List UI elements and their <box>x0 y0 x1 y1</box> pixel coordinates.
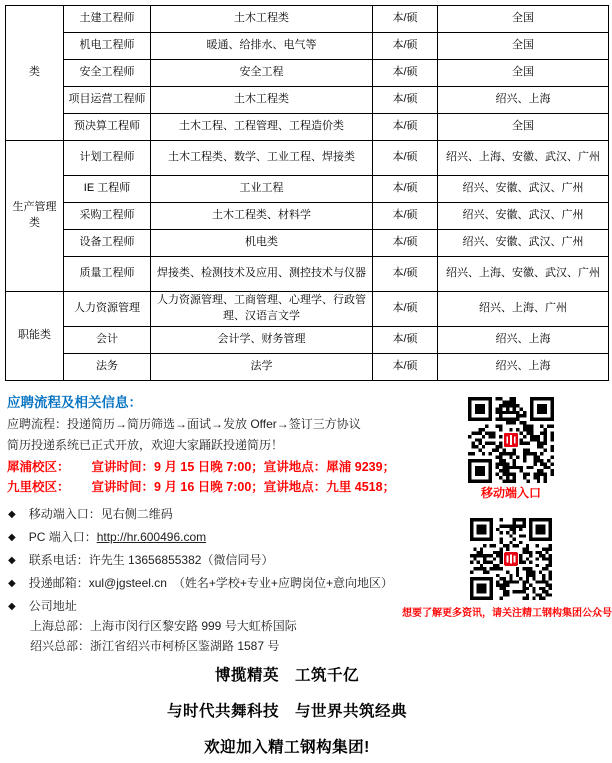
locations-cell: 绍兴、安徽、武汉、广州 <box>438 203 609 230</box>
bullet-text: 移动端入口：见右侧二维码 <box>28 507 173 521</box>
qr-caption-mobile: 移动端入口 <box>480 486 541 500</box>
bullet-text: 投递邮箱：xul@jgsteel.cn （姓名+学校+专业+应聘岗位+意向地区） <box>28 576 393 590</box>
table-row <box>6 6 609 33</box>
table-row <box>6 60 609 87</box>
campus-detail: 宣讲时间：9 月 16 日晚 7:00；宣讲地点：九里 4518； <box>91 480 396 494</box>
position-cell: 土建工程师 <box>64 6 151 33</box>
majors-cell: 焊接类、检测技术及应用、测控技术与仪器 <box>151 257 373 292</box>
degree-cell: 本/硕 <box>373 176 438 203</box>
position-cell: 安全工程师 <box>64 60 151 87</box>
locations-cell: 绍兴、上海、安徽、武汉、广州 <box>438 257 609 292</box>
position-cell: 计划工程师 <box>64 141 151 176</box>
bullet-company-address <box>8 597 77 614</box>
degree-cell: 本/硕 <box>373 60 438 87</box>
degree-cell: 本/硕 <box>373 257 438 292</box>
table-row <box>6 327 609 354</box>
bullet-text: 公司地址 <box>28 599 77 613</box>
majors-cell: 暖通、给排水、电气等 <box>151 33 373 60</box>
diamond-bullet-icon: ◆ <box>8 532 16 543</box>
category-cell-production: 生产管理类 <box>6 141 64 292</box>
majors-cell: 机电类 <box>151 230 373 257</box>
diamond-bullet-icon: ◆ <box>8 578 16 589</box>
degree-cell: 本/硕 <box>373 114 438 141</box>
table-row <box>6 257 609 292</box>
process-line: 应聘流程：投递简历→简历筛选→面试→发放 Offer→签订三方协议 <box>7 417 361 431</box>
table-row <box>6 87 609 114</box>
locations-cell: 绍兴、上海 <box>438 87 609 114</box>
degree-cell: 本/硕 <box>373 141 438 176</box>
xipu-campus-line <box>7 457 395 475</box>
locations-cell: 全国 <box>438 33 609 60</box>
position-cell: 人力资源管理 <box>64 292 151 327</box>
locations-cell: 绍兴、上海、安徽、武汉、广州 <box>438 141 609 176</box>
jiuli-campus-line <box>7 477 395 495</box>
position-cell: 设备工程师 <box>64 230 151 257</box>
degree-cell: 本/硕 <box>373 230 438 257</box>
table-row <box>6 114 609 141</box>
positions-table <box>5 5 609 381</box>
bullet-mobile-entry <box>8 505 173 522</box>
majors-cell: 土木工程类 <box>151 6 373 33</box>
slogan-line-3: 欢迎加入精工钢构集团! <box>204 739 370 756</box>
diamond-bullet-icon: ◆ <box>8 601 16 612</box>
majors-cell: 人力资源管理、工商管理、心理学、行政管理、汉语言文学 <box>151 292 373 327</box>
degree-cell: 本/硕 <box>373 354 438 381</box>
qr-caption-wechat: 想要了解更多资讯，请关注精工钢构集团公众号 <box>402 608 612 619</box>
majors-cell: 土木工程类、材料学 <box>151 203 373 230</box>
majors-cell: 土木工程类、数学、工业工程、焊接类 <box>151 141 373 176</box>
locations-cell: 绍兴、上海 <box>438 354 609 381</box>
table-row <box>6 203 609 230</box>
diamond-bullet-icon: ◆ <box>8 555 16 566</box>
degree-cell: 本/硕 <box>373 292 438 327</box>
majors-cell: 土木工程、工程管理、工程造价类 <box>151 114 373 141</box>
system-open-line: 简历投递系统已正式开放，欢迎大家踊跃投递简历！ <box>7 438 284 452</box>
position-cell: 项目运营工程师 <box>64 87 151 114</box>
majors-cell: 法学 <box>151 354 373 381</box>
table-row <box>6 230 609 257</box>
degree-cell: 本/硕 <box>373 6 438 33</box>
locations-cell: 绍兴、安徽、武汉、广州 <box>438 230 609 257</box>
locations-cell: 绍兴、上海 <box>438 327 609 354</box>
locations-cell: 全国 <box>438 114 609 141</box>
degree-cell: 本/硕 <box>373 327 438 354</box>
position-cell: IE 工程师 <box>64 176 151 203</box>
table-row <box>6 141 609 176</box>
category-cell-functional: 职能类 <box>6 292 64 381</box>
section-heading: 应聘流程及相关信息： <box>7 395 142 410</box>
campus-name: 犀浦校区： <box>7 460 70 474</box>
bullet-email <box>8 574 393 591</box>
address-shanghai: 上海总部：上海市闵行区黎安路 999 号大虹桥国际 <box>30 619 297 633</box>
campus-detail: 宣讲时间：9 月 15 日晚 7:00；宣讲地点：犀浦 9239； <box>91 460 396 474</box>
majors-cell: 会计学、财务管理 <box>151 327 373 354</box>
bullet-phone <box>8 551 273 568</box>
diamond-bullet-icon: ◆ <box>8 509 16 520</box>
address-shaoxing: 绍兴总部：浙江省绍兴市柯桥区鉴湖路 1587 号 <box>30 639 280 653</box>
wechat-official-account-qr-code <box>470 518 552 600</box>
slogan-line-1: 博揽精英 工筑千亿 <box>214 667 359 684</box>
campus-name: 九里校区： <box>7 480 70 494</box>
slogan-line-2: 与时代共舞科技 与世界共筑经典 <box>166 703 407 720</box>
majors-cell: 工业工程 <box>151 176 373 203</box>
majors-cell: 土木工程类 <box>151 87 373 114</box>
degree-cell: 本/硕 <box>373 203 438 230</box>
bullet-pc-entry <box>8 528 206 545</box>
position-cell: 预决算工程师 <box>64 114 151 141</box>
position-cell: 法务 <box>64 354 151 381</box>
degree-cell: 本/硕 <box>373 33 438 60</box>
degree-cell: 本/硕 <box>373 87 438 114</box>
hr-portal-link[interactable]: http://hr.600496.com <box>96 530 207 544</box>
mobile-entry-qr-code <box>468 397 554 483</box>
position-cell: 质量工程师 <box>64 257 151 292</box>
table-row <box>6 176 609 203</box>
position-cell: 机电工程师 <box>64 33 151 60</box>
category-cell-truncated: 类 <box>6 6 64 141</box>
table-row <box>6 33 609 60</box>
majors-cell: 安全工程 <box>151 60 373 87</box>
position-cell: 会计 <box>64 327 151 354</box>
locations-cell: 全国 <box>438 6 609 33</box>
table-row <box>6 292 609 327</box>
locations-cell: 绍兴、安徽、武汉、广州 <box>438 176 609 203</box>
locations-cell: 全国 <box>438 60 609 87</box>
table-row <box>6 354 609 381</box>
bullet-text: PC 端入口： <box>28 530 97 544</box>
locations-cell: 绍兴、上海、广州 <box>438 292 609 327</box>
bullet-text: 联系电话：许先生 13656855382（微信同号） <box>28 553 274 567</box>
position-cell: 采购工程师 <box>64 203 151 230</box>
